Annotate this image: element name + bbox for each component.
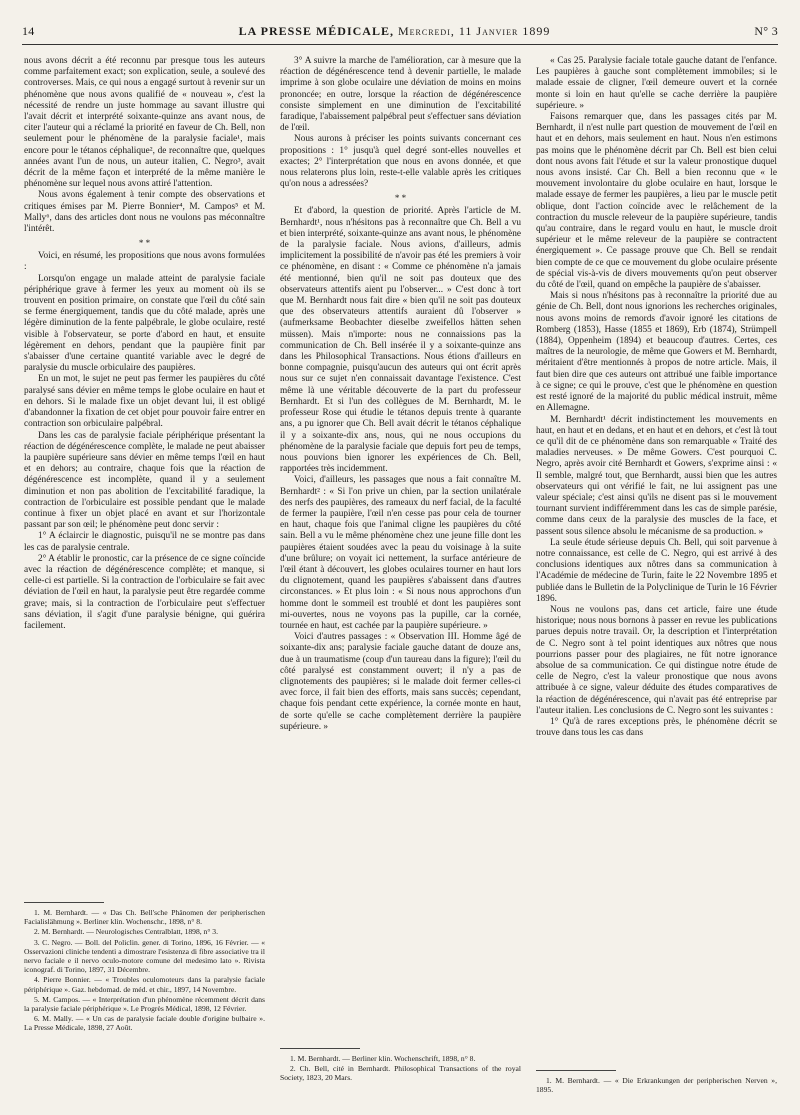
paragraph: 3° A suivre la marche de l'amélioration, car à mesure que la réaction de dégénérescence tend à devenir partielle, le malade imprime à son globe oculaire une déviation de moins en moins prononcée; en outre, lorsque la réaction de dégénérescence consiste simplement en une diminution de l'excitabilité faradique, l'abaissement palpébral peut s'effectuer sans déviation de l'œil. xyxy=(280,56,521,134)
column-3 xyxy=(536,56,777,739)
section-separator: * * xyxy=(138,238,151,249)
column-2 xyxy=(280,56,521,733)
paragraph: Nous ne voulons pas, dans cet article, faire une étude historique; nous nous bornons à passer en revue les publications parues depuis notre travail. Or, la description et l'interprétation de C. Negro sont à tel point identiques aux nôtres que nous pourrions passer pour des plagiaires, ne fût notre ignorance absolue de sa communication. Ce qui distingue notre étude de celle de Negro, c'est la valeur pronostique que nous avons attribuée à ce signe, valeur déduite des études comparatives de la réaction de dégénérescence, qui n'avait pas été entreprise par l'auteur italien. Les conclusions de C. Negro sont les suivantes : xyxy=(536,604,777,716)
footnotes-column-1 xyxy=(24,902,265,1034)
paragraph: Faisons remarquer que, dans les passages cités par M. Bernhardt, il n'est nulle part question de mouvement de l'œil en haut et en dehors, mais seulement en haut. Nous n'en estimons pas moins que le phénomène décrit par Ch. Bell est bien celui dont nous avons fait l'étude et sur la valeur pronostique duquel nous avons insisté. Car Ch. Bell a bien reconnu que « le mouvement involontaire du globe oculaire en haut, lorsque le malade essaye de fermer les paupières, a lieu par le muscle petit oblique, dont l'action coïncide avec le relâchement de la contraction du muscle releveur de la paupière supérieure, tandis qu'au contraire, dans le regard voulu en haut, le muscle droit supérieur et le même releveur de la paupière se contractent énergiquement ». Ce passage prouve que Ch. Bell se rendait bien compte de ce que ce mouvement du globe oculaire présente de spécial vis-à-vis de divers mouvements qu'on peut observer du côté de l'œil, quand on empêche la paupière de s'abaisser. xyxy=(536,112,777,291)
section-separator: * * xyxy=(394,193,407,204)
paragraph: La seule étude sérieuse depuis Ch. Bell, qui soit parvenue à notre connaissance, est celle de C. Negro, qui est arrivé à des conclusions identiques aux nôtres dans sa communication à l'Académie de médecine de Turin, faite le 22 Novembre 1895 et publiée dans le Bulletin de la Polyclinique de Turin le 16 Février 1896. xyxy=(536,537,777,604)
footnote: 2. M. Bernhardt. — Neurologisches Centralblatt, 1898, n° 3. xyxy=(34,927,218,937)
footnote: 1. M. Bernhardt. — « Die Erkrankungen der peripherischen Nerven », 1895. xyxy=(536,1076,777,1095)
header-rule xyxy=(22,44,778,45)
page-number: 14 xyxy=(22,24,35,38)
footnotes-column-2 xyxy=(280,1048,521,1084)
paragraph: nous avons décrit a été reconnu par presque tous les auteurs comme parfaitement exact; son explication, seule, a soulevé des controverses. Mais, ce qui nous a engagé surtout à revenir sur un phénomène que nous avons qualifié de « nouveau », c'est la nécessité de rendre un juste hommage au savant illustre qui l'avait décrit et interprété soixante-quinze ans avant nous, de citer l'auteur qui a réclamé la priorité en faveur de Ch. Bell, non seulement pour le phénomène de la paralysie faciale¹, mais encore pour le tétanos céphalique², de reconnaître que, quelques années avant l'un de nous, un auteur italien, C. Negro³, avait décrit de la même façon et interprété de la même manière le phénomène sur lequel nous avons attiré l'attention. xyxy=(24,56,265,190)
footnote-rule xyxy=(536,1070,616,1071)
footnotes-column-3 xyxy=(536,1070,777,1095)
paragraph: Lorsqu'on engage un malade atteint de paralysie faciale périphérique grave à fermer les yeux au moment où ils se trouvent en position primaire, on constate que l'œil du côté sain se ferme énergiquement, tandis que du côté malade, après une légère diminution de la fente palpébrale, le globe oculaire, resté visible à l'observateur, se porte d'abord en haut, et ensuite légèrement en dehors, pendant que la paupière finit par s'abaisser d'une certaine quantité variable avec le degré de paralysie du muscle orbiculaire des paupières. xyxy=(24,273,265,374)
footnote: 2. Ch. Bell, cité in Bernhardt. Philosophical Transactions of the royal Society, 1823, 20 Mars. xyxy=(280,1064,521,1083)
paragraph: « Cas 25. Paralysie faciale totale gauche datant de l'enfance. Les paupières à gauche sont complètement immobiles; si le malade essaie de cligner, l'œil demeure ouvert et la cornée monte si loin en haut qu'elle se cache derrière la paupière supérieure. » xyxy=(536,56,777,111)
issue-number: N° 3 xyxy=(754,24,778,38)
issue-date: Mercredi, 11 Janvier 1899 xyxy=(397,24,551,38)
paragraph: Voici d'autres passages : « Observation III. Homme âgé de soixante-dix ans; paralysie faciale gauche datant de douze ans, due à un traumatisme (coup d'un taureau dans la figure); l'œil du côté paralysé est constamment ouvert; il n'y a pas de clignotements des paupières; si le malade doit fermer celles-ci avec force, il fait bien des efforts, mais sans succès; cependant, chaque fois pendant cette expérience, la cornée monte en haut, de sorte qu'elle se cache complètement derrière la paupière supérieure. » xyxy=(280,632,521,732)
footnote-rule xyxy=(280,1048,360,1049)
paragraph: 2° A établir le pronostic, car la présence de ce signe coïncide avec la réaction de dégénérescence complète; et manque, si celle-ci est partielle. Si la contraction de l'orbiculaire se fait avec déviation de l'œil en haut, la paralysie peut être regardée comme grave; mais, si la contraction de l'orbiculaire peut s'effectuer sans déviation, il s'agit d'une paralysie bénigne, qui guérira facilement. xyxy=(24,553,265,631)
paragraph: Voici, d'ailleurs, les passages que nous a fait connaître M. Bernhardt² : « Si l'on prive un chien, par la section unilatérale des nerfs des paupières, des rameaux du nerf facial, de la faculté de fermer la paupière, l'œil n'en cesse pas pour cela de tourner en haut, chaque fois que l'animal cligne les paupières du côté sain. Bell a vu le même phénomène chez une jeune fille dont les paupières étaient soudées avec la peau du voisinage à la suite d'une brûlure; on voyait ici nettement, la surface antérieure de l'œil étant à découvert, les globes oculaires tourner en haut lors du clignotement, quand les paupières s'abaissent dans d'autres circonstances. » Et plus loin : « Si nous nous approchons d'un homme dont le sommeil est troublé et dont les paupières sont mi-ouvertes, nous ne voyons pas la pupille, car la cornée, tournée en haut, est cachée par la paupière supérieure. » xyxy=(280,475,521,631)
page-header xyxy=(22,24,778,39)
paragraph: Dans les cas de paralysie faciale périphérique présentant la réaction de dégénérescence complète, le malade ne peut abaisser la paupière supérieure sans dévier en même temps l'œil en haut et en dehors; au contraire, chaque fois que la réaction de dégénérescence est incomplète, quand il y a seulement diminution et non pas abolition de l'excitabilité faradique, la contraction de l'orbiculaire est possible pendant que le malade continue à fixer un objet placé en avant et sur l'horizontale passant par son œil; le phénomène peut donc servir : xyxy=(24,430,265,531)
paragraph: M. Bernhardt¹ décrit indistinctement les mouvements en haut, en haut et en dedans, et en haut et en dehors, et c'est là tout ce qu'il dit de ce phénomène dans son remarquable « Traité des maladies nerveuses. » De même Gowers. C'est pourquoi C. Negro, après avoir cité Bernhardt et Gowers, s'exprime ainsi : « Il semble, malgré tout, que Bernhardt, aussi bien que les autres observateurs qui ont vérifié le fait, ne lui assignent pas une valeur spéciale; c'est ainsi qu'ils ne disent pas si le mouvement tournant survient indifféremment dans les cas de simple parésie, comme dans ceux de la paralysie des muscles de la face, et passent sous silence absolu le mécanisme de sa production. » xyxy=(536,414,777,537)
paragraph: 1° A éclaircir le diagnostic, puisqu'il ne se montre pas dans les cas de paralysie centrale. xyxy=(24,531,265,553)
paragraph: Voici, en résumé, les propositions que nous avons formulées : xyxy=(24,251,265,273)
footnote: 1. M. Bernhardt. — Berliner klin. Wochenschrift, 1898, n° 8. xyxy=(290,1054,476,1063)
paragraph: En un mot, le sujet ne peut pas fermer les paupières du côté paralysé sans dévier en même temps le globe oculaire en haut et en dehors. Si le malade fixe un objet devant lui, il est obligé d'abandonner la fixation de cet objet pour pouvoir faire entrer en contraction son orbiculaire palpébral. xyxy=(24,374,265,430)
paragraph: Et d'abord, la question de priorité. Après l'article de M. Bernhardt¹, nous n'hésitons pas à reconnaître que Ch. Bell a vu et bien interprété, soixante-quinze ans avant nous, le phénomène de la paralysie faciale. Nous avions, d'ailleurs, admis implicitement la possibilité de n'avoir pas été les premiers à voir ce phénomène, en disant : « Comme ce phénomène n'a jamais été mentionné, bien qu'il ne soit pas douteux que des observateurs attentifs aient pu l'observer... » C'est donc à tort que M. Bernhardt nous fait dire « bien qu'il ne soit pas douteux que des observateurs attentifs auraient dû l'observer » (aufmerksame Beobachter dieselbe zweifellos hätten sehen müssen). Mais n'importe: nous ne connaissions pas la communication de Ch. Bell insérée il y a soixante-quinze ans dans les Philosophical Transactions. Nous étions d'ailleurs en bonne compagnie, puisqu'aucun des auteurs qui ont écrit après nous sur ce sujet n'en connaissait davantage l'existence. C'est même là une véritable découverte de la part du professeur Bernhardt. Et si l'un des collègues de M. Bernhardt, M. le professeur Rose qui étudie le tétanos depuis trente à quarante ans, a pu ignorer que Ch. Bell avait décrit le tétanos céphalique il y a soixante-dix ans, nous, qui ne nous occupions du phénomène de la paralysie faciale que depuis fort peu de temps, nous pouvions bien ignorer les expériences de Ch. Bell, rapportées très incidemment. xyxy=(280,206,521,475)
footnote: 3. C. Negro. — Boll. del Policlin. gener. di Torino, 1896, 16 Février. — « Osservazioni cliniche tendenti a dimostrare l'esistenza di fibre associative tra il nervo faciale e il nervo oculo-motore comune del medesimo lato ». Rivista iconograf. di Torino, 1897, 31 Décembre. xyxy=(24,937,265,975)
footnote: 4. Pierre Bonnier. — « Troubles oculomoteurs dans la paralysie faciale périphérique ». Gaz. hebdomad. de méd. et chir., 1897, 14 Novembre. xyxy=(24,975,265,994)
footnote: 6. M. Mally. — « Un cas de paralysie faciale double d'origine bulbaire ». La Presse Médicale, 1898, 27 Août. xyxy=(24,1014,265,1033)
footnote: 5. M. Campos. — « Interprétation d'un phénomène récemment décrit dans la paralysie faciale périphérique ». Le Progrès Médical, 1898, 12 Février. xyxy=(24,994,265,1014)
footnote: 1. M. Bernhardt. — « Das Ch. Bell'sche Phänomen der peripherischen Facialislähmung ». Berliner klin. Wochenschr., 1898, n° 8. xyxy=(24,908,265,927)
paragraph: Nous aurons à préciser les points suivants concernant ces propositions : 1° jusqu'à quel degré sont-elles nouvelles et exactes; 2° l'interprétation que nous en avons donnée, et que nous relaterons plus loin, reste-t-elle valable après les critiques qu'on nous a adressées? xyxy=(280,134,521,190)
paragraph: Mais si nous n'hésitons pas à reconnaître la priorité due au génie de Ch. Bell, dont nous ignorions les recherches originales, nous avons moins de remords d'avoir ignoré les citations de Romberg (1853), Hasse (1855 et 1869), Erb (1874), Strümpell (1884), Oppenheim (1894) et beaucoup d'autres. Certes, ces maîtres de la neurologie, de même que Gowers et M. Bernhardt, méritaient d'être mentionnés à propos de notre article. Mais, il faut bien dire que ces auteurs ont attribué une faible importance à ce signe; ce qui le prouve, c'est que le phénomène en question est resté ignoré de la majorité du public médical instruit, même en Allemagne. xyxy=(536,291,777,414)
footnote-rule xyxy=(24,902,104,903)
running-title xyxy=(239,24,551,39)
paragraph: Nous avons également à tenir compte des observations et critiques émises par M. Pierre Bonnier⁴, M. Campos⁵ et M. Mally⁶, dans des articles dont nous ne voulons pas méconnaître l'intérêt. xyxy=(24,190,265,235)
journal-name: LA PRESSE MÉDICALE, xyxy=(238,24,394,38)
paragraph: 1° Qu'à de rares exceptions près, le phénomène décrit se trouve dans tous les cas dans xyxy=(536,716,777,739)
column-1 xyxy=(24,56,265,632)
